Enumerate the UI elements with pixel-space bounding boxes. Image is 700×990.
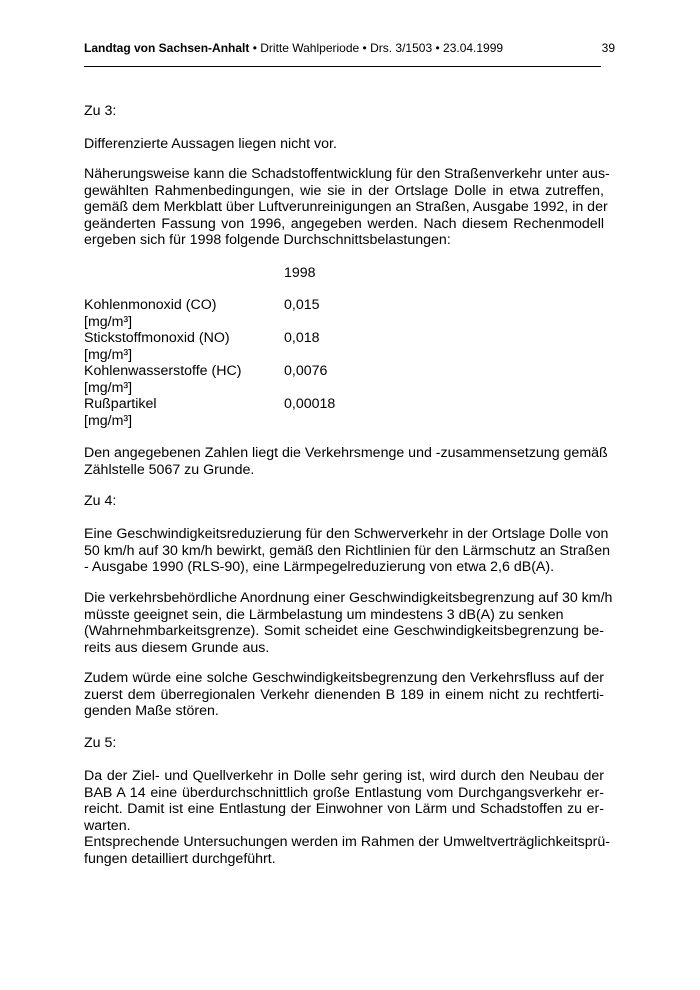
pollutant-name: Kohlenwasserstoffe (HC)	[84, 363, 242, 379]
header-bullet: •	[435, 41, 440, 55]
pollutant-unit: [mg/m³]	[84, 346, 133, 363]
text-line: - Ausgabe 1990 (RLS-90), eine Lärmpegelreduzierung von etwa 2,6 dB(A).	[84, 559, 555, 576]
text-line: gewählten Rahmenbedingungen, wie sie in der Ortslage Dolle in etwa zutreffen,	[84, 182, 604, 199]
header-institution: Landtag von Sachsen-Anhalt	[84, 41, 250, 55]
header-rule	[84, 66, 601, 67]
paragraph-no-differentiated-statements: Differenzierte Aussagen liegen nicht vor.	[84, 136, 337, 152]
text-line: Zudem würde eine solche Geschwindigkeitsbegrenzung den Verkehrsfluss auf der	[84, 670, 604, 686]
text-line: Da der Ziel- und Quellverkehr in Dolle sehr gering ist, wird durch den Neubau der	[84, 768, 604, 784]
paragraph-motorway-relief	[84, 768, 610, 868]
header-period: Dritte Wahlperiode	[260, 41, 360, 55]
pollutant-unit: [mg/m³]	[84, 313, 133, 330]
header-bullet: •	[362, 41, 367, 55]
header-bullet: •	[252, 41, 257, 55]
text-line: ergeben sich für 1998 folgende Durchschnittsbelastungen:	[84, 232, 451, 249]
paragraph-speed-reduction	[84, 526, 610, 576]
pollutant-unit: [mg/m³]	[84, 412, 133, 429]
pollutant-unit: [mg/m³]	[84, 379, 133, 396]
text-line: warten.	[84, 817, 131, 834]
text-line: gemäß dem Merkblatt über Luftverunreinigungen an Straßen, Ausgabe 1992, in der	[84, 199, 608, 216]
paragraph-traffic-flow	[84, 670, 604, 720]
text-line: Eine Geschwindigkeitsreduzierung für den Schwerverkehr in der Ortslage Dolle von	[84, 526, 609, 542]
page-header	[84, 41, 615, 59]
header-citation	[84, 41, 503, 55]
text-line: Den angegebenen Zahlen liegt die Verkehrsmenge und -zusammensetzung gemäß	[84, 445, 608, 461]
heading-zu-3: Zu 3:	[84, 103, 117, 119]
text-line: 50 km/h auf 30 km/h bewirkt, gemäß den Richtlinien für den Lärmschutz an Straßen	[84, 542, 610, 559]
page-number: 39	[601, 41, 615, 55]
text-line: Näherungsweise kann die Schadstoffentwicklung für den Straßenverkehr unter aus-	[84, 166, 610, 182]
heading-zu-4: Zu 4:	[84, 493, 117, 509]
table-year-header: 1998	[284, 265, 316, 281]
pollutant-value-soot: 0,00018	[284, 396, 336, 412]
text-line: BAB A 14 eine überdurchschnittlich große Entlastung vom Durchgangsverkehr er-	[84, 784, 604, 801]
pollutant-name: Stickstoffmonoxid (NO)	[84, 330, 230, 346]
text-line: Die verkehrsbehördliche Anordnung einer Geschwindigkeitsbegrenzung auf 30 km/h	[84, 590, 613, 606]
pollutant-value-no: 0,018	[284, 330, 320, 346]
header-date: 23.04.1999	[443, 41, 504, 55]
text-line: genden Maße stören.	[84, 703, 219, 720]
paragraph-speed-limit-order	[84, 590, 613, 656]
heading-zu-5: Zu 5:	[84, 735, 117, 751]
text-line: fungen detailliert durchgeführt.	[84, 850, 276, 867]
header-drs: Drs. 3/1503	[370, 41, 433, 55]
text-line: reits aus diesem Grunde aus.	[84, 639, 270, 656]
paragraph-pollutant-model	[84, 166, 610, 249]
paragraph-traffic-counting-station	[84, 445, 608, 478]
text-line: müsste geeignet sein, die Lärmbelastung um mindestens 3 dB(A) zu senken	[84, 606, 564, 623]
text-line: geänderten Fassung von 1996, angegeben werden. Nach diesem Rechenmodell	[84, 215, 604, 232]
text-line: Zählstelle 5067 zu Grunde.	[84, 461, 255, 478]
pollutant-value-hc: 0,0076	[284, 363, 328, 379]
text-line: Entsprechende Untersuchungen werden im Rahmen der Umweltverträglichkeitsprü-	[84, 834, 610, 851]
text-line: reicht. Damit ist eine Entlastung der Einwohner von Lärm und Schadstoffen zu er-	[84, 801, 604, 818]
pollutant-name: Rußpartikel	[84, 396, 157, 412]
text-line: (Wahrnehmbarkeitsgrenze). Somit scheidet eine Geschwindigkeitsbegrenzung be-	[84, 623, 604, 640]
pollutant-value-co: 0,015	[284, 297, 320, 313]
pollutant-name: Kohlenmonoxid (CO)	[84, 297, 217, 313]
text-line: zuerst dem überregionalen Verkehr dienenden B 189 in einem nicht zu rechtferti-	[84, 686, 604, 703]
